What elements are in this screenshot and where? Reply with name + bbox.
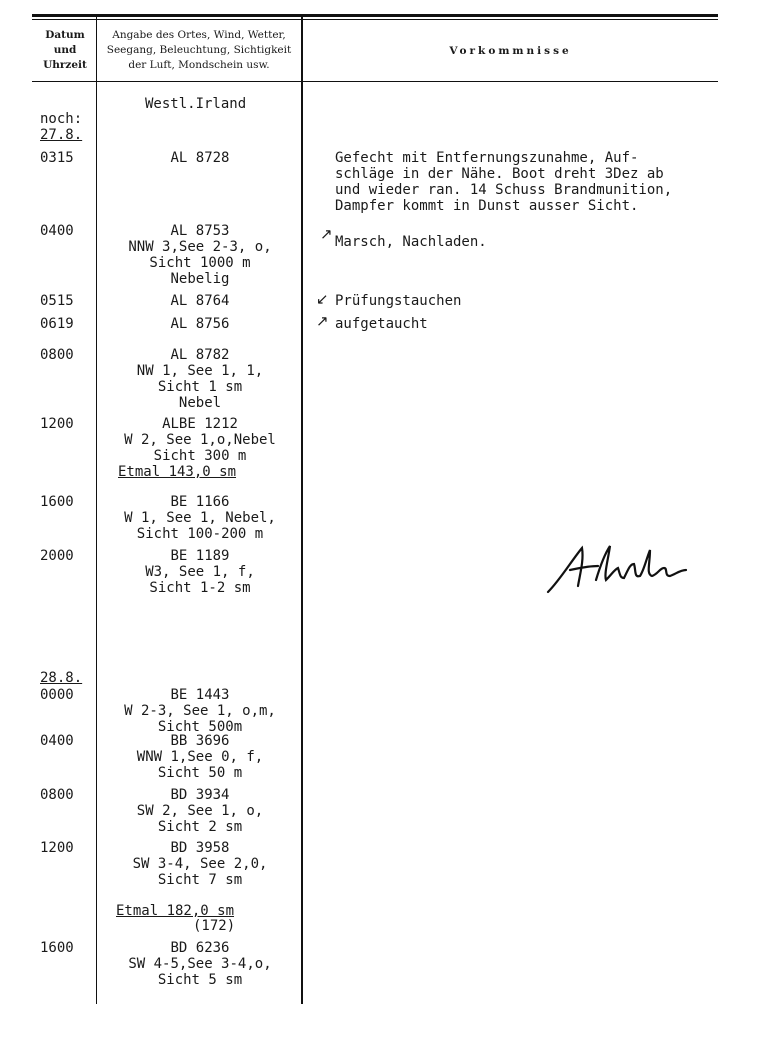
time-entry: 0315 (40, 150, 74, 166)
weather-entry: BE 1443 W 2-3, See 1, o,m, Sicht 500m (124, 687, 276, 735)
top-rule-thick (32, 14, 718, 17)
etmal-entry: Etmal 182,0 sm (116, 903, 235, 919)
time-entry: 1600 (40, 494, 74, 510)
date-27-8: 27.8. (40, 127, 83, 143)
weather-entry: AL 8728 (170, 150, 230, 166)
weather-entry: BD 3958 SW 3-4, See 2,0, Sicht 7 sm (132, 840, 268, 888)
time-entry: 0400 (40, 223, 74, 239)
weather-entry: BD 3934 SW 2, See 1, o, Sicht 2 sm (136, 787, 264, 835)
date-28-8: 28.8. (40, 670, 83, 686)
header-rule (32, 81, 718, 82)
time-entry: 1200 (40, 840, 74, 856)
top-rule-thin (32, 19, 718, 20)
date-continued: noch: (40, 111, 83, 127)
weather-entry: BB 3696 WNW 1,See 0, f, Sicht 50 m (136, 733, 264, 781)
event-entry: Marsch, Nachladen. (335, 234, 487, 250)
header-date-time: Datum und Uhrzeit (43, 29, 87, 71)
weather-entry: AL 8782 NW 1, See 1, 1, Sicht 1 sm Nebel (136, 347, 264, 411)
weather-entry: ALBE 1212 W 2, See 1,o,Nebel Sicht 300 m (124, 416, 276, 464)
weather-entry: AL 8756 (170, 316, 230, 332)
weather-entry: BE 1166 W 1, See 1, Nebel, Sicht 100-200 m (124, 494, 276, 542)
column-divider-1 (96, 16, 97, 1004)
time-entry: 0800 (40, 347, 74, 363)
weather-entry: AL 8753 NNW 3,See 2-3, o, Sicht 1000 m Nebelig (128, 223, 272, 287)
event-entry: aufgetaucht (335, 316, 428, 332)
event-entry: Gefecht mit Entfernungszunahme, Auf- schläge in der Nähe. Boot dreht 3Dez ab und wieder ran. 14 Schuss Brandmunition, Dampfer kommt in Dunst ausser Sicht. (335, 150, 673, 214)
time-entry: 0619 (40, 316, 74, 332)
arrow-up-icon: ↗ (316, 312, 329, 330)
header-events: Vorkommnisse (449, 45, 572, 57)
time-entry: 0400 (40, 733, 74, 749)
time-entry: 1600 (40, 940, 74, 956)
time-entry: 2000 (40, 548, 74, 564)
event-entry: Prüfungstauchen (335, 293, 462, 309)
time-entry: 0000 (40, 687, 74, 703)
etmal-entry: Etmal 143,0 sm (118, 464, 237, 480)
time-entry: 0800 (40, 787, 74, 803)
weather-entry: AL 8764 (170, 293, 230, 309)
arrow-down-icon: ↙ (316, 290, 329, 308)
header-weather: Angabe des Ortes, Wind, Wetter, Seegang, Beleuchtung, Sichtigkeit der Luft, Mondschein usw. (106, 29, 292, 71)
position-note: Westl.Irland (145, 96, 247, 112)
etmal-bracket: (172) (193, 918, 236, 934)
time-entry: 0515 (40, 293, 74, 309)
weather-entry: BE 1189 W3, See 1, f, Sicht 1-2 sm (145, 548, 255, 596)
arrow-up-icon: ↗ (320, 225, 333, 243)
column-divider-2 (301, 16, 303, 1004)
time-entry: 1200 (40, 416, 74, 432)
weather-entry: BD 6236 SW 4-5,See 3-4,o, Sicht 5 sm (128, 940, 272, 988)
